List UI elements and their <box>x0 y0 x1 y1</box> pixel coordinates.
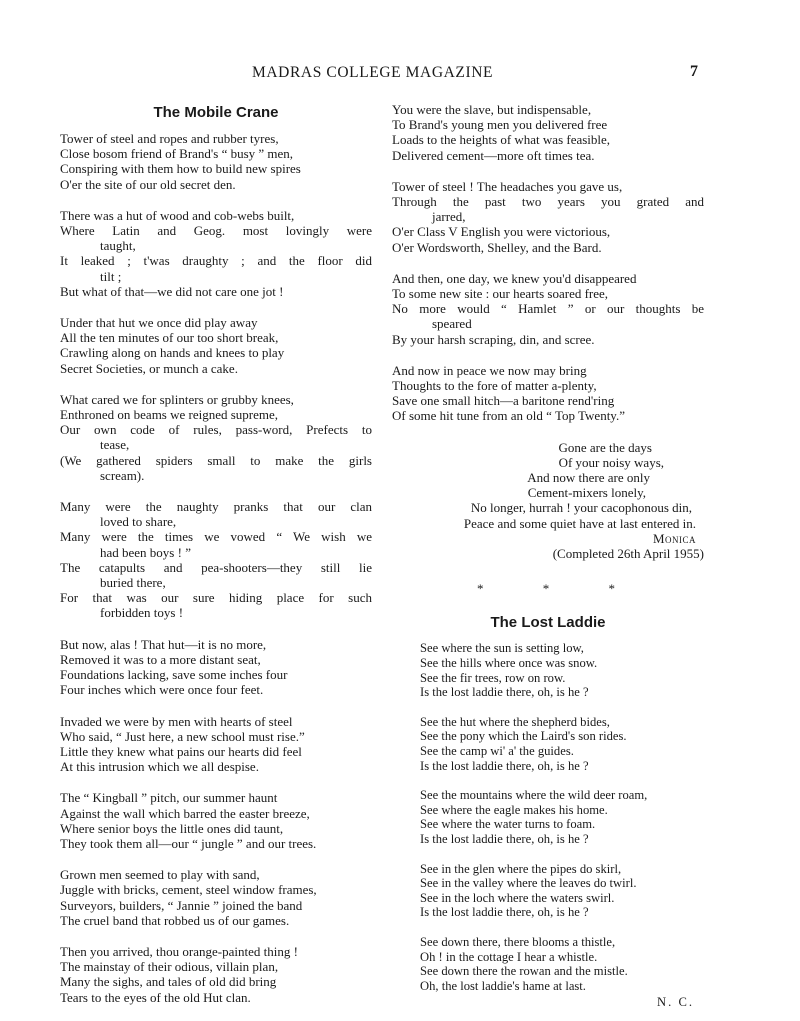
poem-line: forbidden toys ! <box>100 605 184 621</box>
poem-line: Foundations lacking, save some inches four <box>60 667 288 683</box>
poem-line: See the mountains where the wild deer roam, <box>420 788 648 803</box>
poem-line: Of some hit tune from an old “ Top Twenty.” <box>392 408 625 424</box>
poem-line: No longer, hurrah ! your cacophonous din, <box>470 500 692 516</box>
poem-line: See the fir trees, row on row. <box>420 670 566 685</box>
right-column <box>392 102 704 1010</box>
poem-line: tilt ; <box>100 268 122 284</box>
poem-line: And now there are only <box>527 470 650 486</box>
poem-line: Many were the naughty pranks that our clan <box>60 499 372 515</box>
poem-line: See the hut where the shepherd bides, <box>420 714 610 729</box>
poem-line: No more would “ Hamlet ” or our thoughts be <box>392 301 704 317</box>
poem-line: Tears to the eyes of the old Hut clan. <box>60 989 251 1005</box>
poem-line: Is the lost laddie there, oh, is he ? <box>420 758 589 773</box>
poem-line: speared <box>432 316 472 332</box>
poem-line: There was a hut of wood and cob-webs built, <box>60 207 295 223</box>
poem-line: See down there, there blooms a thistle, <box>420 934 616 949</box>
poem-line: Who said, “ Just here, a new school must rise.” <box>60 728 305 744</box>
poem-line: See down there the rowan and the mistle. <box>420 964 628 979</box>
poem-line: You were the slave, but indispensable, <box>392 102 592 117</box>
poem-line: Is the lost laddie there, oh, is he ? <box>420 905 589 920</box>
stanza <box>60 392 372 483</box>
poem-line: At this intrusion which we all despise. <box>60 759 259 775</box>
poem-line: Of your noisy ways, <box>558 454 664 470</box>
poem-line: Oh ! in the cottage I hear a whistle. <box>420 949 598 964</box>
stanza <box>392 363 704 424</box>
poem-line: taught, <box>100 238 136 254</box>
completion-date: (Completed 26th April 1955) <box>552 546 704 562</box>
poem-line: scream). <box>100 467 145 483</box>
poem-line: Four inches which were once four feet. <box>60 682 264 698</box>
poem-line: Oh, the lost laddie's hame at last. <box>420 978 586 993</box>
poem-line: Surveyors, builders, “ Jannie ” joined the band <box>60 897 303 913</box>
poem-line: Tower of steel and ropes and rubber tyres, <box>60 131 279 146</box>
poem-line: For that was our sure hiding place for such <box>60 590 372 606</box>
stanza <box>60 944 372 1005</box>
poem-line: Where Latin and Geog. most lovingly were <box>60 223 372 239</box>
stanza <box>420 788 704 846</box>
poem-line: See in the glen where the pipes do skirl, <box>420 861 622 876</box>
poem-line: Under that hut we once did play away <box>60 315 258 331</box>
stanza <box>60 714 372 775</box>
poem-line: See in the loch where the waters swirl. <box>420 890 615 905</box>
poem-line: Juggle with bricks, cement, steel window frames, <box>60 882 317 898</box>
left-column <box>60 104 372 1021</box>
poem-line: And now in peace we now may bring <box>392 362 587 378</box>
poem-title-lost-laddie: The Lost Laddie <box>490 614 606 632</box>
poem-line: See where the water turns to foam. <box>420 817 596 832</box>
poem-line: See where the eagle makes his home. <box>420 802 608 817</box>
poem-coda <box>392 440 704 562</box>
poem-line: Cement-mixers lonely, <box>527 485 646 501</box>
poem-line: The mainstay of their odious, villain plan, <box>60 959 279 975</box>
poem-line: Is the lost laddie there, oh, is he ? <box>420 832 589 847</box>
poem-line: (We gathered spiders small to make the girls <box>60 452 372 468</box>
poem-line: They took them all—our “ jungle ” and our trees. <box>60 835 317 851</box>
poem-line: See the hills where once was snow. <box>420 656 598 671</box>
poem-line: Gone are the days <box>558 439 652 455</box>
poem-line: Is the lost laddie there, oh, is he ? <box>420 685 589 700</box>
poem-line: Loads to the heights of what was feasible, <box>392 132 611 148</box>
poem-line: Against the wall which barred the easter breeze, <box>60 805 310 821</box>
stanza <box>60 499 372 621</box>
poem-line: What cared we for splinters or grubby knees, <box>60 391 294 407</box>
poem-line: Our own code of rules, pass-word, Prefects to <box>60 422 372 438</box>
poem-line: buried there, <box>100 575 166 591</box>
poem-line: Then you arrived, thou orange-painted thing ! <box>60 943 298 959</box>
poem-title-mobile-crane: The Mobile Crane <box>153 104 279 121</box>
poem-line: By your harsh scraping, din, and scree. <box>392 331 595 347</box>
poem-line: Many were the times we vowed “ We wish we <box>60 529 372 545</box>
poem-line: jarred, <box>432 209 466 225</box>
stanza <box>60 131 372 192</box>
stanza <box>392 271 704 347</box>
poem-line: Save one small hitch—a baritone rend'ring <box>392 393 615 409</box>
stanza <box>60 315 372 376</box>
poem-line: Conspiring with them how to build new spires <box>60 161 301 177</box>
poem-line: Delivered cement—more oft times tea. <box>392 147 595 163</box>
page-header <box>0 64 800 84</box>
poem-line: Where senior boys the little ones did taunt, <box>60 820 284 836</box>
stanza <box>420 935 704 993</box>
stanza <box>420 715 704 773</box>
poem-line: Little they knew what pains our hearts did feel <box>60 743 302 759</box>
poem-line: See where the sun is setting low, <box>420 641 584 656</box>
stanza <box>60 637 372 698</box>
poem-line: Grown men seemed to play with sand, <box>60 867 260 883</box>
poem-line: But what of that—we did not care one jot ! <box>60 283 284 299</box>
stanza <box>420 641 704 699</box>
poem-line: tease, <box>100 437 130 453</box>
poem-line: Tower of steel ! The headaches you gave us, <box>392 178 623 194</box>
poem-line: Enthroned on beams we reigned supreme, <box>60 407 279 423</box>
poem-line: It leaked ; t'was draughty ; and the floor did <box>60 253 372 269</box>
stanza <box>420 862 704 920</box>
poem-line: See the camp wi' a' the guides. <box>420 744 574 759</box>
poem-line: Crawling along on hands and knees to play <box>60 345 285 361</box>
poem-line: But now, alas ! That hut—it is no more, <box>60 636 267 652</box>
poem-line: Many the sighs, and tales of old did bring <box>60 974 277 990</box>
section-separator: * * * <box>477 581 643 597</box>
poem-line: See in the valley where the leaves do twirl. <box>420 876 637 891</box>
stanza <box>392 179 704 255</box>
poem-line: And then, one day, we knew you'd disappeared <box>392 270 637 286</box>
poem-line: The cruel band that robbed us of our games. <box>60 912 290 928</box>
poem-line: had been boys ! ” <box>100 544 191 560</box>
poem-line: The catapults and pea-shooters—they still lie <box>60 559 372 575</box>
stanza <box>60 790 372 851</box>
page-number: 7 <box>690 63 698 80</box>
poem-line: Thoughts to the fore of matter a-plenty, <box>392 378 597 394</box>
poem-lost-laddie <box>420 641 704 1009</box>
poem-line: Invaded we were by men with hearts of steel <box>60 713 293 729</box>
poem-line: O'er the site of our old secret den. <box>60 176 236 192</box>
stanza <box>60 208 372 299</box>
poem-line: O'er Class V English you were victorious, <box>392 224 611 240</box>
poem-line: To some new site : our hearts soared free, <box>392 286 609 302</box>
magazine-title: MADRAS COLLEGE MAGAZINE <box>252 64 494 81</box>
author-signature: Monica <box>652 530 696 546</box>
stanza <box>392 102 704 163</box>
poem-line: loved to share, <box>100 514 177 530</box>
author-initials: N. C. <box>657 995 694 1010</box>
poem-line: The “ Kingball ” pitch, our summer haunt <box>60 790 278 806</box>
poem-line: All the ten minutes of our too short break, <box>60 330 279 346</box>
poem-line: Removed it was to a more distant seat, <box>60 651 261 667</box>
poem-line: Through the past two years you grated and <box>392 194 704 210</box>
poem-line: See the pony which the Laird's son rides. <box>420 729 627 744</box>
poem-line: Secret Societies, or munch a cake. <box>60 360 238 376</box>
poem-line: Peace and some quiet have at last entered in. <box>463 515 696 531</box>
poem-line: O'er Wordsworth, Shelley, and the Bard. <box>392 239 602 255</box>
poem-line: To Brand's young men you delivered free <box>392 117 608 133</box>
stanza <box>60 867 372 928</box>
poem-line: Close bosom friend of Brand's “ busy ” men, <box>60 146 294 162</box>
